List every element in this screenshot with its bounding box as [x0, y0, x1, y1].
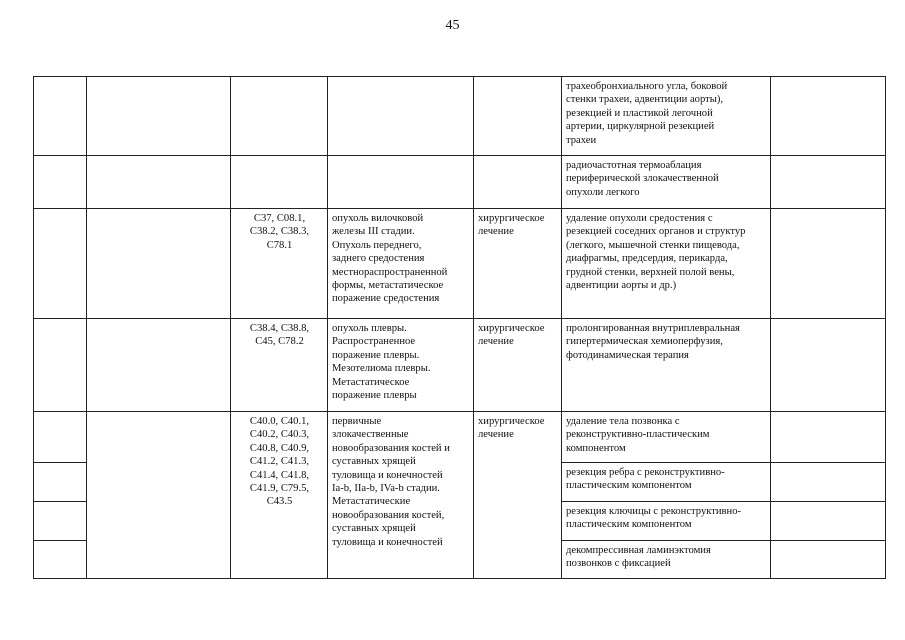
table-row [34, 412, 886, 463]
cost-cell [771, 209, 886, 319]
table-row [34, 209, 886, 319]
page-number: 45 [445, 18, 460, 33]
profile-cell [87, 209, 231, 319]
cost-cell [771, 463, 886, 502]
table-row [34, 77, 886, 156]
treatment-method-cell: резекция ключицы с реконструктивно- пластическим компонентом [562, 502, 771, 541]
profile-cell [87, 156, 231, 209]
treatment-type-cell: хирургическое лечение [474, 209, 562, 319]
number-cell [34, 209, 87, 319]
table-row [34, 156, 886, 209]
profile-cell [87, 319, 231, 412]
treatment-method-cell: пролонгированная внутриплевральная гипертермическая хемиоперфузия, фотодинамическая терапия [562, 319, 771, 412]
number-cell [34, 156, 87, 209]
patient-model-cell: опухоль вилочковой железы III стадии. Опухоль переднего, заднего средостения местнораспространенной формы, метастатическое поражение средостения [328, 209, 474, 319]
treatment-type-cell [474, 156, 562, 209]
patient-model-cell: первичные злокачественные новообразования костей и суставных хрящей туловища и конечностей Ia-b, IIa-b, IVa-b стадии. Метастатические новообразования костей, суставных хрящей туловища и конечностей [328, 412, 474, 579]
patient-model-cell [328, 77, 474, 156]
patient-model-cell [328, 156, 474, 209]
profile-cell [87, 412, 231, 579]
treatment-type-cell: хирургическое лечение [474, 319, 562, 412]
treatment-method-cell: декомпрессивная ламинэктомия позвонков с фиксацией [562, 541, 771, 579]
icd-codes-cell: C38.4, C38.8, C45, C78.2 [231, 319, 328, 412]
medical-care-table [33, 76, 886, 579]
icd-codes-cell: C37, C08.1, C38.2, C38.3, C78.1 [231, 209, 328, 319]
icd-codes-cell [231, 77, 328, 156]
number-cell [34, 412, 87, 463]
treatment-method-cell: радиочастотная термоаблация периферической злокачественной опухоли легкого [562, 156, 771, 209]
cost-cell [771, 502, 886, 541]
treatment-type-cell: хирургическое лечение [474, 412, 562, 579]
number-cell [34, 502, 87, 541]
cost-cell [771, 77, 886, 156]
number-cell [34, 77, 87, 156]
number-cell [34, 541, 87, 579]
table-row [34, 319, 886, 412]
cost-cell [771, 412, 886, 463]
cost-cell [771, 319, 886, 412]
number-cell [34, 463, 87, 502]
icd-codes-cell [231, 156, 328, 209]
cost-cell [771, 541, 886, 579]
icd-codes-cell: C40.0, C40.1, C40.2, C40.3, C40.8, C40.9, C41.2, C41.3, C41.4, C41.8, C41.9, C79.5, C43.5 [231, 412, 328, 579]
number-cell [34, 319, 87, 412]
treatment-method-cell: удаление тела позвонка с реконструктивно-пластическим компонентом [562, 412, 771, 463]
treatment-type-cell [474, 77, 562, 156]
patient-model-cell: опухоль плевры. Распространенное поражение плевры. Мезотелиома плевры. Метастатическое поражение плевры [328, 319, 474, 412]
cost-cell [771, 156, 886, 209]
treatment-method-cell: удаление опухоли средостения с резекцией соседних органов и структур (легкого, мышечной стенки пищевода, диафрагмы, предсердия, перикарда, грудной стенки, верхней полой вены, адвентиции аорты и др.) [562, 209, 771, 319]
profile-cell [87, 77, 231, 156]
treatment-method-cell: трахеобронхиального угла, боковой стенки трахеи, адвентиции аорты), резекцией и пластикой легочной артерии, циркулярной резекцией трахеи [562, 77, 771, 156]
treatment-method-cell: резекция ребра с реконструктивно- пластическим компонентом [562, 463, 771, 502]
